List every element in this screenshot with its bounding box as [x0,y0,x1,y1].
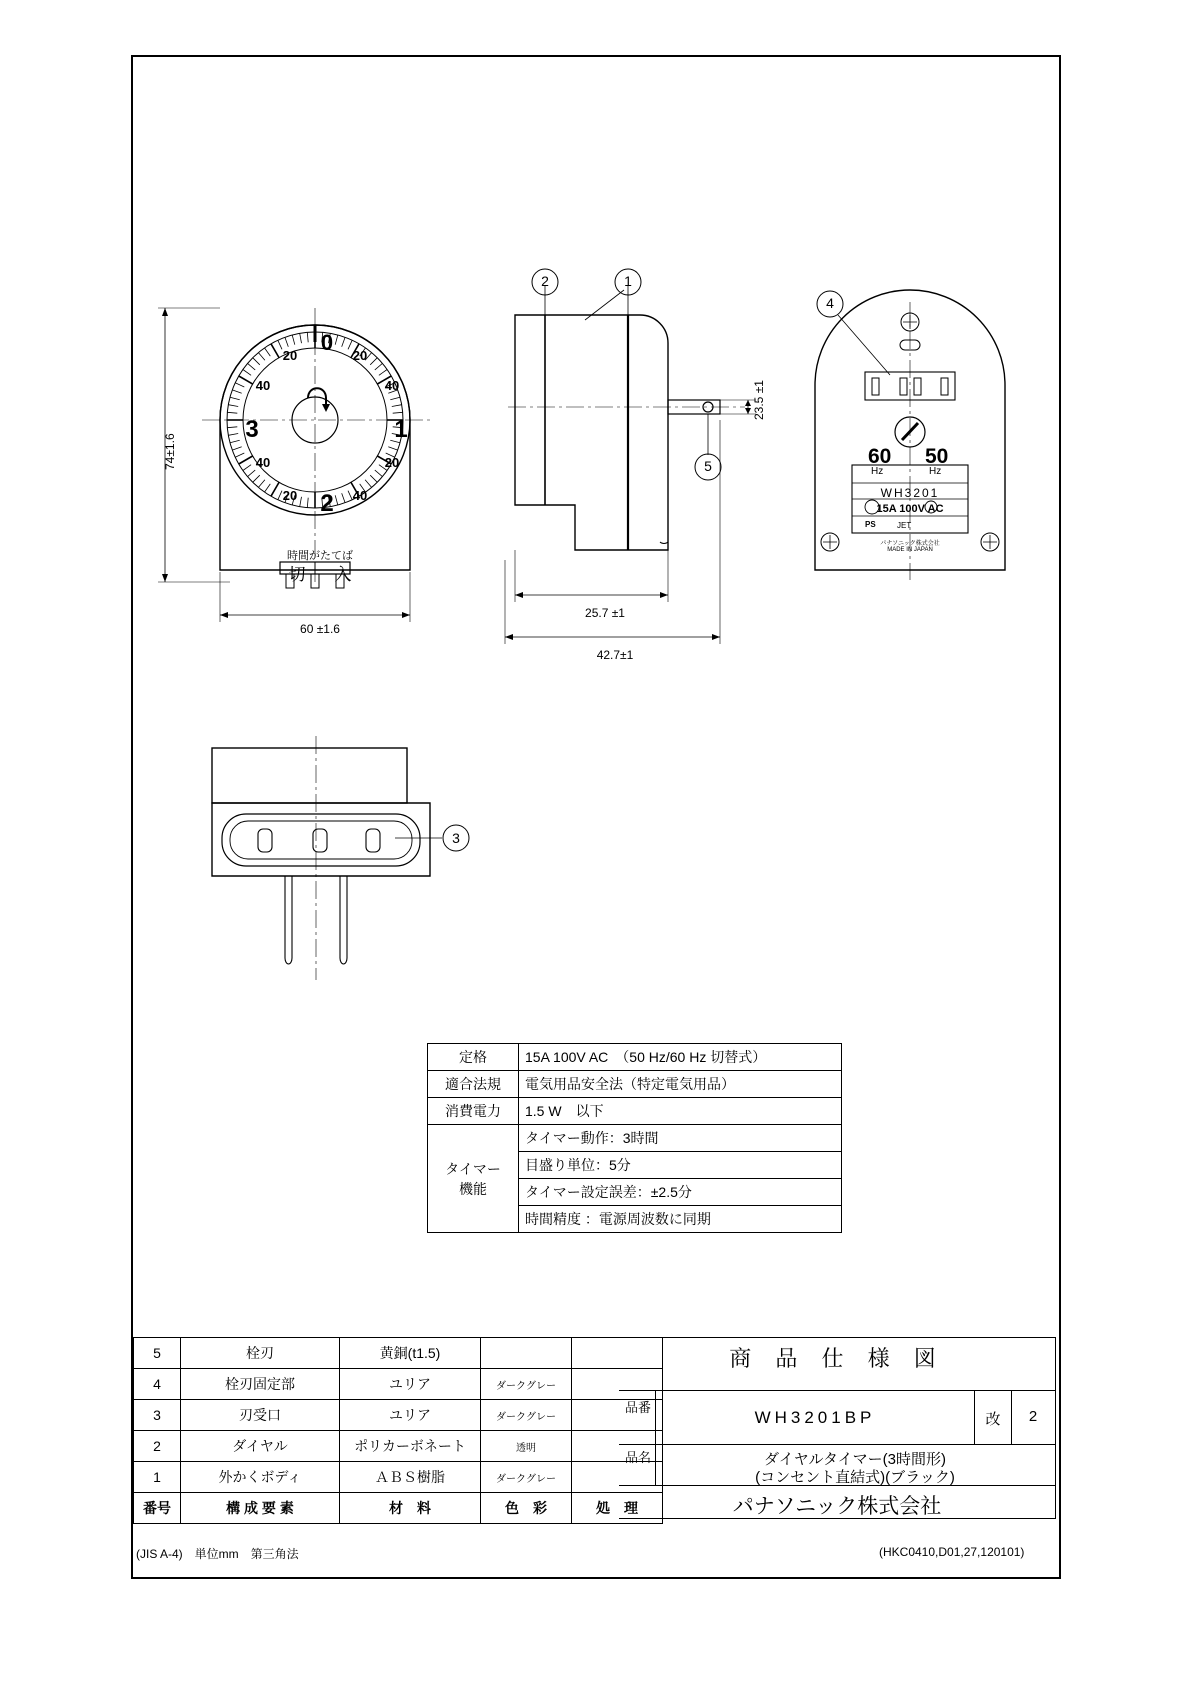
spec-row-regulation [428,1071,842,1098]
dial-number-3: 3 [245,416,259,443]
switch-off-label: 切 [288,565,306,584]
bom-name-5: 栓刃 [181,1338,340,1369]
bom-header-element: 構 成 要 素 [181,1493,340,1524]
bom-color-5 [481,1338,572,1369]
balloon-4-label: 4 [826,295,834,311]
dim-front-height: 74±1.6 [163,433,177,470]
spec-value-power: 1.5 W 以下 [519,1098,842,1125]
dim-pin-height: 23.5 ±1 [752,380,766,420]
bom-row-2 [134,1431,663,1462]
hz-50-unit: Hz [929,466,942,477]
dial-minor-40a: 20 [282,348,298,363]
dial-minor-20c: 20 [384,455,400,470]
spec-value-regulation: 電気用品安全法（特定電気用品） [519,1071,842,1098]
spec-label-timer-line1: タイマー [445,1160,501,1177]
bom-material-4: ユリア [340,1369,481,1400]
spec-value-timer-2: 目盛り単位：5分 [519,1152,842,1179]
spec-row-rating [428,1044,842,1071]
title-area [619,1337,1056,1519]
bom-row-1 [134,1462,663,1493]
nameplate-jet-mark: JET [897,521,912,530]
bom-name-2: ダイヤル [181,1431,340,1462]
product-name-line2: (コンセント直結式)(ブラック) [755,1469,955,1486]
company-name: パナソニック株式会社 [732,1495,942,1518]
front-view-dimensions [140,290,480,640]
nameplate-company: パナソニック株式会社 [880,541,940,547]
bottom-view [180,730,510,1000]
balloon-5-label: 5 [704,458,712,474]
dim-depth-1: 25.7 ±1 [585,606,625,620]
dial-number-1: 1 [394,416,408,443]
bom-no-5: 5 [134,1338,181,1369]
balloon-2-label: 2 [541,273,549,289]
bom-material-5: 黄銅(t1.5) [340,1338,481,1369]
bom-row-3 [134,1400,663,1431]
footer-right: (HKC0410,D01,27,120101) [879,1545,1025,1559]
switch-on-label: 入 [334,565,352,584]
bom-header-material: 材 料 [340,1493,481,1524]
dial-minor-40b: 40 [384,378,400,393]
revision-value: 2 [1028,1408,1038,1425]
bom-header-row [134,1493,663,1524]
dial-minor-20b: 40 [255,378,271,393]
bom-material-1: ＡＢＳ樹脂 [340,1462,481,1493]
switch-caption: 時間がたてば [287,550,353,562]
dial-minor-20a: 20 [352,348,368,363]
nameplate-rating: 15A 100V AC [876,503,944,515]
spec-label-power: 消費電力 [428,1098,519,1125]
bom-material-3: ユリア [340,1400,481,1431]
bom-name-4: 栓刃固定部 [181,1369,340,1400]
bom-color-2: 透明 [481,1431,572,1462]
part-no-value: WH3201BP [754,1408,876,1427]
hz-60-value: 60 [868,445,892,468]
bom-color-3: ダークグレー [481,1400,572,1431]
bom-table [133,1337,663,1524]
spec-value-timer-3: タイマー設定誤差：±2.5分 [519,1179,842,1206]
bom-name-1: 外かくボディ [181,1462,340,1493]
footer-left: (JIS A-4) 単位mm 第三角法 [136,1547,299,1561]
part-no-label: 品番 [624,1400,651,1415]
spec-value-timer-1: タイマー動作：3時間 [519,1125,842,1152]
bom-header-color: 色 彩 [481,1493,572,1524]
spec-label-timer-line2: 機能 [459,1180,487,1197]
dim-front-width: 60 ±1.6 [300,622,340,636]
nameplate-model: WH3201 [880,486,940,500]
nameplate-origin: MADE IN JAPAN [887,547,933,553]
hz-50-value: 50 [925,445,949,468]
bom-color-4: ダークグレー [481,1369,572,1400]
side-view [500,260,780,660]
drawing-title: 商 品 仕 様 図 [729,1346,945,1371]
bom-no-4: 4 [134,1369,181,1400]
bom-no-2: 2 [134,1431,181,1462]
balloon-3-label: 3 [452,830,460,846]
spec-value-rating: 15A 100V AC （50 Hz/60 Hz 切替式） [519,1044,842,1071]
spec-label-regulation: 適合法規 [428,1071,519,1098]
spec-value-timer-4: 時間精度 ：電源周波数に同期 [519,1206,842,1233]
dim-depth-2: 42.7±1 [596,648,634,662]
product-name-line1: ダイヤルタイマー(3時間形) [764,1451,946,1468]
dial-minor-20d: 20 [282,488,298,503]
balloon-1-label: 1 [624,273,632,289]
spec-row-timer-1 [428,1125,842,1152]
bom-color-1: ダークグレー [481,1462,572,1493]
dial-number-2: 2 [320,490,334,517]
bom-row-4 [134,1369,663,1400]
bom-header-no: 番号 [134,1493,181,1524]
bom-no-3: 3 [134,1400,181,1431]
spec-label-rating: 定格 [428,1044,519,1071]
spec-row-power [428,1098,842,1125]
bom-name-3: 刃受口 [181,1400,340,1431]
hz-60-unit: Hz [871,466,884,477]
dial-zero: 0 [320,330,334,355]
spec-label-timer [428,1125,519,1233]
title-block [133,1337,1055,1537]
revision-label: 改 [985,1411,1001,1428]
bom-row-5 [134,1338,663,1369]
bom-header-finish: 処 理 [572,1493,663,1524]
dial-minor-40c: 40 [255,455,271,470]
bom-material-2: ポリカーボネート [340,1431,481,1462]
spec-table [427,1043,842,1233]
nameplate-ps-mark: PS [865,520,876,529]
product-name-label: 品名 [624,1450,651,1465]
dial-minor-40d: 40 [352,488,368,503]
bom-no-1: 1 [134,1462,181,1493]
